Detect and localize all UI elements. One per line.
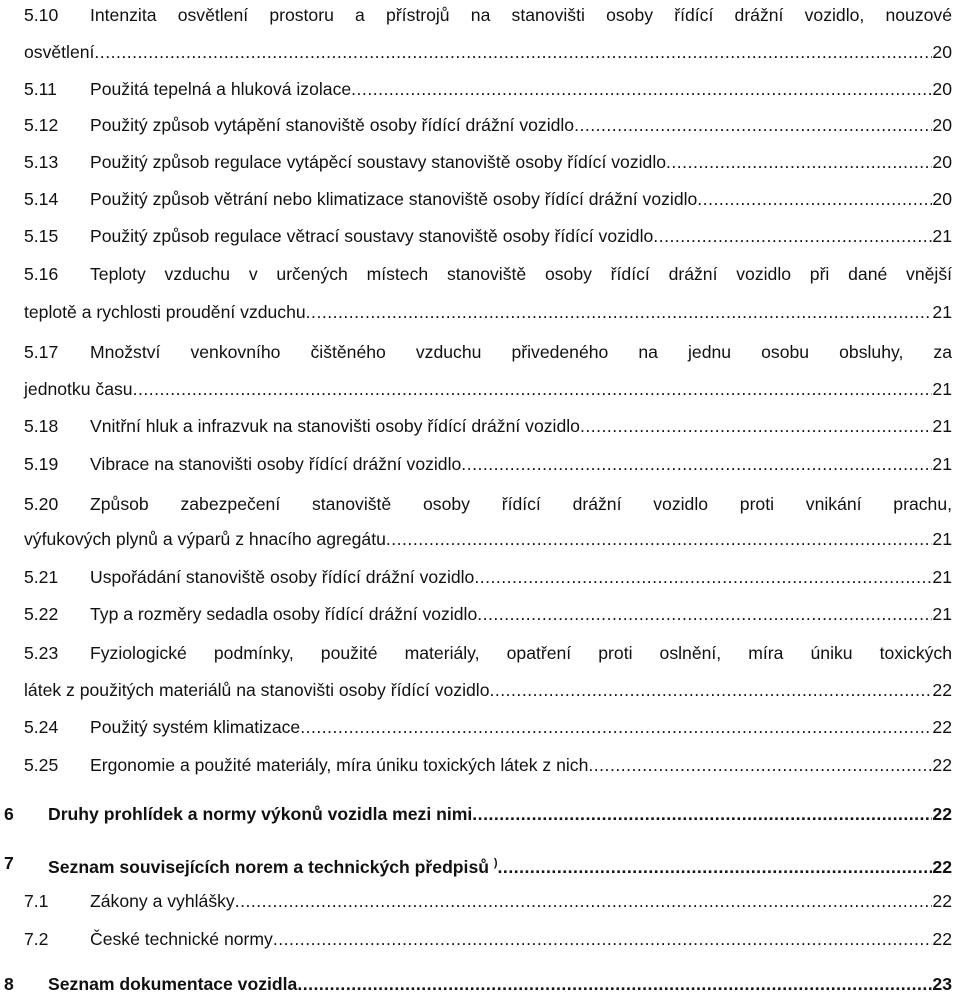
toc-entry-5-18[interactable] xyxy=(0,415,960,437)
dot-leader xyxy=(133,378,933,400)
dot-leader xyxy=(235,890,933,912)
dot-leader xyxy=(588,754,932,776)
dot-leader xyxy=(306,301,933,323)
toc-entry-5-20-cont[interactable] xyxy=(0,528,960,550)
entry-title: Vnitřní hluk a infrazvuk na stanovišti osoby řídící drážní vozidlo xyxy=(90,416,580,436)
toc-entry-5-15[interactable] xyxy=(0,225,960,247)
chapter-number: 6 xyxy=(4,804,14,824)
toc-entry-5-23[interactable] xyxy=(0,642,960,664)
entry-title-cont: výfukových plynů a výparů z hnacího agregátu xyxy=(24,529,386,549)
chapter-page: 22 xyxy=(932,856,952,877)
entry-number: 5.25 xyxy=(24,755,59,775)
entry-page: 21 xyxy=(932,529,952,549)
toc-entry-5-19[interactable] xyxy=(0,453,960,475)
toc-entry-5-10[interactable] xyxy=(0,4,960,26)
toc-entry-5-25[interactable] xyxy=(0,754,960,776)
entry-number: 5.19 xyxy=(24,454,59,474)
entry-page: 20 xyxy=(932,189,952,209)
dot-leader xyxy=(574,114,932,136)
entry-title: Použitý způsob větrání nebo klimatizace stanoviště osoby řídící drážní vozidlo xyxy=(90,189,698,209)
toc-entry-7-1[interactable] xyxy=(0,890,960,912)
toc-entry-5-17-cont[interactable] xyxy=(0,378,960,400)
dot-leader xyxy=(477,603,932,625)
entry-title-cont: osvětlení xyxy=(24,42,95,62)
chapter-title: Seznam souvisejících norem a technických předpisů xyxy=(48,856,489,877)
entry-title: Použitý systém klimatizace xyxy=(90,717,301,737)
entry-page: 22 xyxy=(932,891,952,911)
chapter-title-wrap xyxy=(48,852,498,878)
entry-number: 5.18 xyxy=(24,416,59,436)
entry-page: 20 xyxy=(932,115,952,135)
dot-leader xyxy=(653,225,932,247)
toc-entry-5-23-cont[interactable] xyxy=(0,679,960,701)
entry-page: 20 xyxy=(932,152,952,172)
toc-entry-5-14[interactable] xyxy=(0,188,960,210)
entry-title: Způsob zabezpečení stanoviště osoby řídící drážní vozidlo proti vnikání prachu, xyxy=(90,494,952,514)
entry-title-cont: jednotku času xyxy=(24,379,133,399)
dot-leader xyxy=(697,188,932,210)
entry-page: 21 xyxy=(932,226,952,246)
toc-entry-5-16[interactable] xyxy=(0,263,960,285)
dot-leader xyxy=(351,78,932,100)
dot-leader xyxy=(580,415,932,437)
entry-page: 21 xyxy=(932,416,952,436)
entry-title: Intenzita osvětlení prostoru a přístrojů na stanovišti osoby řídící drážní vozidlo, nouzové xyxy=(90,5,952,25)
entry-page: 20 xyxy=(932,42,952,62)
dot-leader xyxy=(472,803,932,825)
entry-title: Vibrace na stanovišti osoby řídící drážní vozidlo xyxy=(90,454,462,474)
chapter-title: Druhy prohlídek a normy výkonů vozidla mezi nimi xyxy=(48,804,473,824)
chapter-page: 22 xyxy=(932,804,952,824)
entry-page: 21 xyxy=(932,567,952,587)
dot-leader xyxy=(94,41,932,63)
chapter-page: 23 xyxy=(932,974,952,994)
entry-title: Použitý způsob vytápění stanoviště osoby řídící drážní vozidlo xyxy=(90,115,575,135)
entry-number: 5.11 xyxy=(24,79,57,99)
toc-entry-5-10-cont[interactable] xyxy=(0,41,960,63)
toc-entry-5-22[interactable] xyxy=(0,603,960,625)
entry-number: 7.2 xyxy=(24,929,49,949)
entry-number: 5.24 xyxy=(24,717,59,737)
dot-leader xyxy=(474,566,932,588)
entry-number: 5.14 xyxy=(24,189,59,209)
entry-title: Fyziologické podmínky, použité materiály, opatření proti oslnění, míra úniku toxických xyxy=(90,643,952,663)
entry-page: 21 xyxy=(932,302,952,322)
entry-number: 5.16 xyxy=(24,264,59,284)
dot-leader xyxy=(297,973,932,995)
entry-page: 21 xyxy=(932,454,952,474)
entry-number: 5.12 xyxy=(24,115,59,135)
entry-title: Zákony a vyhlášky xyxy=(90,891,235,911)
chapter-number: 8 xyxy=(4,974,14,994)
toc-entry-5-20[interactable] xyxy=(0,493,960,515)
toc-chapter-8[interactable] xyxy=(0,973,960,995)
toc-chapter-6[interactable] xyxy=(0,803,960,825)
entry-number: 5.20 xyxy=(24,494,59,514)
entry-number: 5.13 xyxy=(24,152,59,172)
dot-leader xyxy=(300,716,932,738)
entry-title: Teploty vzduchu v určených místech stanoviště osoby řídící drážní vozidlo při dané vnější xyxy=(90,264,952,284)
dot-leader xyxy=(386,528,933,550)
entry-title: Množství venkovního čištěného vzduchu přivedeného na jednu osobu obsluhy, za xyxy=(90,342,952,362)
toc-entry-7-2[interactable] xyxy=(0,928,960,950)
dot-leader xyxy=(666,151,932,173)
toc-entry-5-24[interactable] xyxy=(0,716,960,738)
entry-page: 22 xyxy=(932,755,952,775)
entry-title: Použitý způsob regulace vytápěcí soustavy stanoviště osoby řídící vozidlo xyxy=(90,152,667,172)
entry-title: Použitá tepelná a hluková izolace xyxy=(90,79,352,99)
chapter-number: 7 xyxy=(4,853,14,873)
entry-title: Uspořádání stanoviště osoby řídící drážní vozidlo xyxy=(90,567,475,587)
entry-title-cont: teplotě a rychlosti proudění vzduchu xyxy=(24,302,306,322)
entry-title: Použitý způsob regulace větrací soustavy stanoviště osoby řídící vozidlo xyxy=(90,226,654,246)
entry-number: 7.1 xyxy=(24,891,49,911)
toc-entry-5-16-cont[interactable] xyxy=(0,301,960,323)
entry-title-cont: látek z použitých materiálů na stanovišti osoby řídící vozidlo xyxy=(24,680,490,700)
entry-number: 5.15 xyxy=(24,226,59,246)
entry-page: 20 xyxy=(932,79,952,99)
dot-leader xyxy=(461,453,932,475)
entry-title: České technické normy xyxy=(90,929,273,949)
entry-number: 5.22 xyxy=(24,604,59,624)
toc-entry-5-11[interactable] xyxy=(0,78,960,100)
toc-entry-5-17[interactable] xyxy=(0,341,960,363)
entry-title: Ergonomie a použité materiály, míra úniku toxických látek z nich xyxy=(90,755,589,775)
entry-number: 5.10 xyxy=(24,5,59,25)
toc-chapter-7[interactable] xyxy=(0,852,960,877)
dot-leader xyxy=(489,679,932,701)
toc-entry-5-21[interactable] xyxy=(0,566,960,588)
toc-entry-5-13[interactable] xyxy=(0,151,960,173)
chapter-title: Seznam dokumentace vozidla xyxy=(48,974,298,994)
entry-page: 22 xyxy=(932,929,952,949)
entry-title: Typ a rozměry sedadla osoby řídící drážní vozidlo xyxy=(90,604,478,624)
entry-number: 5.23 xyxy=(24,643,59,663)
dot-leader xyxy=(273,928,933,950)
entry-page: 22 xyxy=(932,680,952,700)
toc-entry-5-12[interactable] xyxy=(0,114,960,136)
dot-leader xyxy=(498,856,933,878)
entry-page: 21 xyxy=(932,604,952,624)
entry-number: 5.21 xyxy=(24,567,59,587)
entry-page: 22 xyxy=(932,717,952,737)
chapter-title-sup: ) xyxy=(493,857,498,869)
entry-page: 21 xyxy=(932,379,952,399)
entry-number: 5.17 xyxy=(24,342,59,362)
